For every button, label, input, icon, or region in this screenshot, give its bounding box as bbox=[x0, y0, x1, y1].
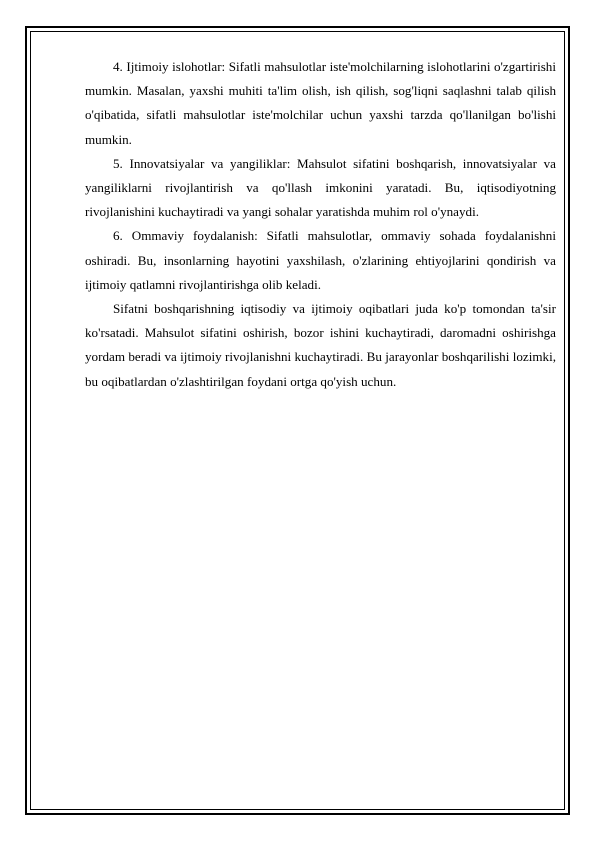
paragraph-social-reforms: 4. Ijtimoiy islohotlar: Sifatli mahsulotlar iste'molchilarning islohotlarini o'zgartirishi mumkin. Masalan, yaxshi muhiti ta'lim olish, ish qilish, sog'liqni saqlashni talab qilish o'qibatida, sifatli mahsulotlar iste'molchilar uchun yaxshi tarzda qo'llanilgan bo'lishi mumkin. bbox=[85, 59, 556, 147]
document-body bbox=[85, 55, 556, 394]
paragraph-innovations: 5. Innovatsiyalar va yangiliklar: Mahsulot sifatini boshqarish, innovatsiyalar va yangiliklarni rivojlantirish va qo'llash imkonini yaratadi. Bu, iqtisodiyotning rivojlanishini kuchaytiradi va yangi sohalar yaratishda muhim rol o'ynaydi. bbox=[85, 155, 556, 220]
paragraph-conclusion: Sifatni boshqarishning iqtisodiy va ijtimoiy oqibatlari juda ko'p tomondan ta'sir ko'rsatadi. Mahsulot sifatini oshirish, bozor ishini kuchaytiradi, daromadni oshirishga yordam beradi va ijtimoiy rivojlanishni kuchaytiradi. Bu jarayonlar boshqarilishi lozimki, bu oqibatlardan o'zlashtirilgan foydani ortga qo'yish uchun. bbox=[85, 301, 556, 389]
paragraph-mass-usage: 6. Ommaviy foydalanish: Sifatli mahsulotlar, ommaviy sohada foydalanishni oshiradi. Bu, insonlarning hayotini yaxshilash, o'zlarining ehtiyojlarini qondirish va ijtimoiy qatlamni rivojlantirishga olib keladi. bbox=[85, 228, 556, 292]
